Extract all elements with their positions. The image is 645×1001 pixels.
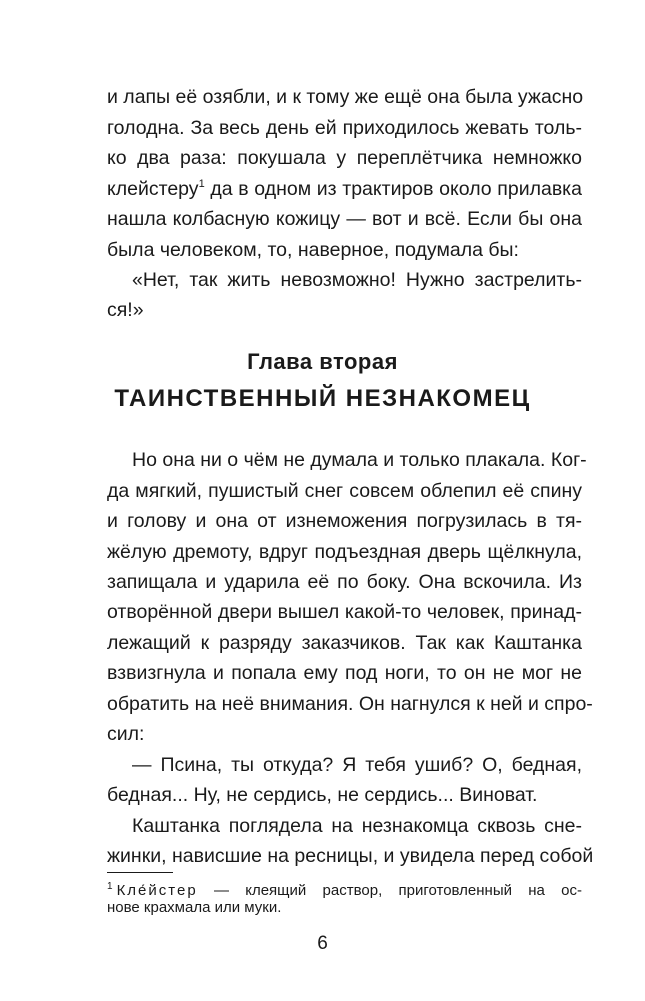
text-line-continuation: да в одном из трактиров около прилавка	[204, 178, 582, 200]
text-line: лежащий к разряду заказчиков. Так как Каштанка	[107, 632, 582, 654]
footnote-definition: — клеящий раствор, приготовленный на ос-	[197, 882, 582, 899]
footnote-term: Кле́йстер	[116, 882, 198, 899]
text-line: жинки, нависшие на ресницы, и увидела перед собой	[107, 845, 594, 867]
text-line: была человеком, то, наверное, подумала бы:	[107, 239, 519, 261]
quote-line: ся!»	[107, 299, 144, 321]
text-line: сил:	[107, 723, 145, 745]
footnote-number: 1	[107, 881, 113, 892]
chapter-number: Глава вторая	[247, 349, 398, 374]
footnote-term-text: клейстеру	[107, 178, 199, 200]
chapter-title: ТАИНСТВЕННЫЙ НЕЗНАКОМЕЦ	[114, 385, 531, 412]
text-line-with-footnote	[107, 175, 582, 203]
quote-line: «Нет, так жить невозможно! Нужно застрелить-	[132, 269, 582, 291]
text-line: и голову и она от изнеможения погрузилась в тя-	[107, 510, 582, 532]
text-line: да мягкий, пушистый снег совсем облепил её спину	[107, 480, 582, 502]
footnote-divider	[107, 872, 173, 873]
dialogue-line: бедная... Ну, не сердись, не сердись... Виноват.	[107, 784, 538, 806]
footnote-line: нове крахмала или муки.	[107, 899, 282, 916]
text-line: отворённой двери вышел какой-то человек, принад-	[107, 601, 582, 623]
text-line: и лапы её озябли, и к тому же ещё она была ужасно	[107, 86, 584, 108]
text-line: взвизгнула и попала ему под ноги, то он не мог не	[107, 662, 582, 684]
text-line: ко два раза: покушала у переплётчика немножко	[107, 147, 582, 169]
text-line: жёлую дремоту, вдруг подъездная дверь щёлкнула,	[107, 541, 582, 563]
text-line: голодна. За весь день ей приходилось жевать толь-	[107, 117, 582, 139]
text-line: обратить на неё внимания. Он нагнулся к ней и спро-	[107, 693, 593, 715]
footnote-reference[interactable]: 1	[198, 178, 205, 190]
text-line: Но она ни о чём не думала и только плакала. Ког-	[132, 449, 587, 471]
text-line: Каштанка поглядела на незнакомца сквозь сне-	[132, 815, 582, 837]
text-line: нашла колбасную кожицу — вот и всё. Если бы она	[107, 208, 582, 230]
text-line: запищала и ударила её по боку. Она вскочила. Из	[107, 571, 582, 593]
dialogue-line: — Псина, ты откуда? Я тебя ушиб? О, бедная,	[132, 754, 582, 776]
page-number: 6	[317, 933, 328, 954]
